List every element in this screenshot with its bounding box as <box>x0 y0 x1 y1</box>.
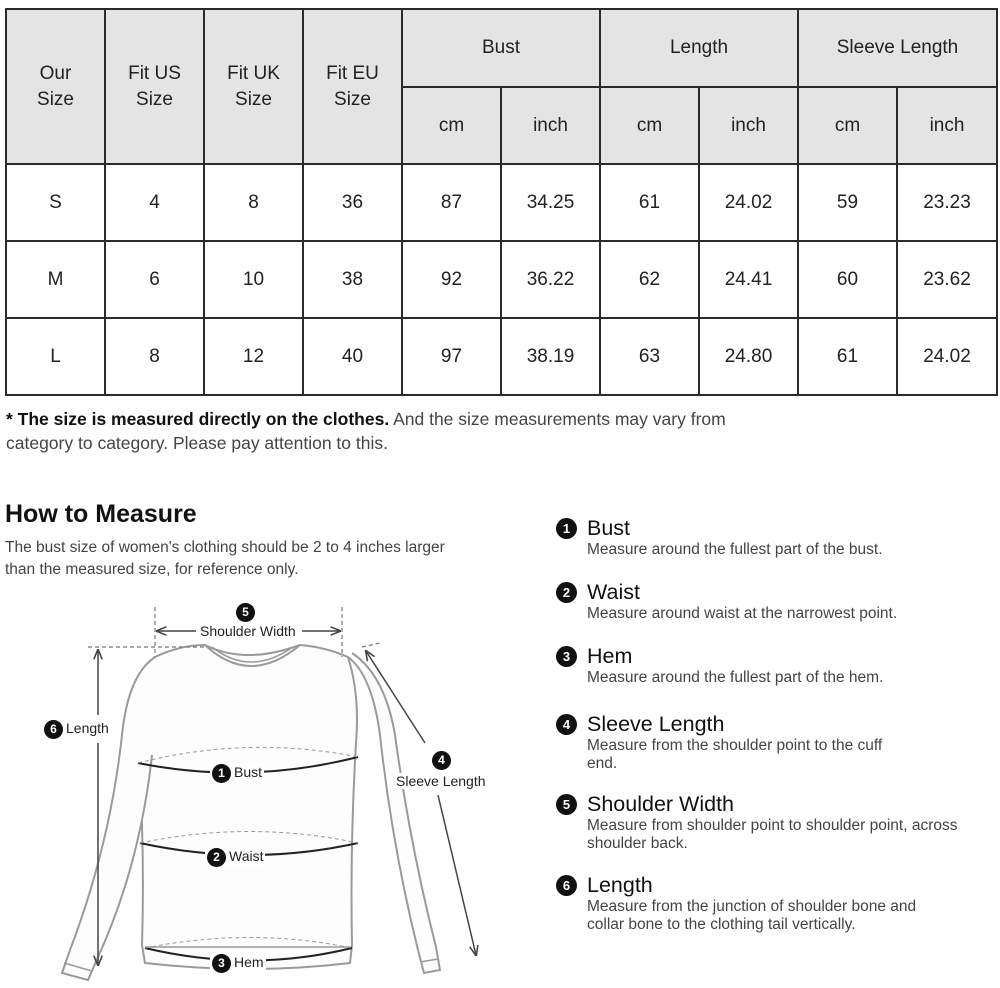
legend-item-hem <box>556 644 986 687</box>
table-row <box>6 241 997 318</box>
legend-desc: Measure from the shoulder point to the cuff end. <box>587 737 883 772</box>
cell-size: S <box>6 164 105 241</box>
header-length: Length <box>600 9 798 87</box>
cell-length-cm: 61 <box>600 164 699 241</box>
cell-us: 4 <box>105 164 204 241</box>
legend-title: Hem <box>587 644 633 668</box>
length-label: Length <box>66 720 109 737</box>
legend-item-bust <box>556 516 986 559</box>
legend-badge: 1 <box>556 518 577 539</box>
header-fit-eu: Fit EU Size <box>303 9 402 164</box>
header-sleeve-length: Sleeve Length <box>798 9 997 87</box>
legend-item-sleeve-length <box>556 712 986 773</box>
cell-uk: 12 <box>204 318 303 395</box>
cell-sleeve-cm: 61 <box>798 318 897 395</box>
cell-eu: 40 <box>303 318 402 395</box>
cell-length-inch: 24.80 <box>699 318 798 395</box>
legend-desc: Measure from shoulder point to shoulder point, across shoulder back. <box>587 817 958 852</box>
legend-title: Waist <box>587 580 640 604</box>
header-length-cm: cm <box>600 87 699 164</box>
legend-title: Bust <box>587 516 631 540</box>
cell-eu: 38 <box>303 241 402 318</box>
cell-sleeve-cm: 60 <box>798 241 897 318</box>
cell-uk: 10 <box>204 241 303 318</box>
cell-sleeve-inch: 23.62 <box>897 241 997 318</box>
cell-bust-cm: 97 <box>402 318 501 395</box>
header-bust: Bust <box>402 9 600 87</box>
table-row <box>6 318 997 395</box>
cell-length-inch: 24.02 <box>699 164 798 241</box>
legend-desc: Measure around the fullest part of the bust. <box>587 541 883 558</box>
size-chart-table <box>5 8 998 396</box>
header-bust-inch: inch <box>501 87 600 164</box>
legend-item-waist <box>556 580 986 623</box>
badge-4: 4 <box>432 751 451 770</box>
legend-badge: 6 <box>556 875 577 896</box>
bust-marker <box>210 764 264 783</box>
cell-us: 6 <box>105 241 204 318</box>
header-bust-cm: cm <box>402 87 501 164</box>
how-to-measure-title: How to Measure <box>5 500 197 528</box>
badge-2: 2 <box>207 848 226 867</box>
header-sleeve-inch: inch <box>897 87 997 164</box>
legend-badge: 5 <box>556 794 577 815</box>
hem-marker <box>210 954 266 973</box>
bust-label: Bust <box>234 764 263 781</box>
sweater-outline <box>0 595 510 988</box>
cell-us: 8 <box>105 318 204 395</box>
measurement-note <box>6 407 796 455</box>
legend-badge: 3 <box>556 646 577 667</box>
cell-sleeve-cm: 59 <box>798 164 897 241</box>
cell-length-inch: 24.41 <box>699 241 798 318</box>
waist-marker <box>205 848 265 867</box>
badge-6: 6 <box>44 720 63 739</box>
legend-desc: Measure around waist at the narrowest point. <box>587 605 898 622</box>
cell-bust-inch: 38.19 <box>501 318 600 395</box>
note-rest: And the size measurements may vary from category to category. Please pay attention to this. <box>6 409 726 453</box>
header-fit-us: Fit US Size <box>105 9 204 164</box>
legend-desc: Measure around the fullest part of the hem. <box>587 669 884 686</box>
shoulder-width-marker <box>236 603 258 622</box>
legend-title: Sleeve Length <box>587 712 725 736</box>
sleeve-length-label: Sleeve Length <box>396 773 486 789</box>
cell-eu: 36 <box>303 164 402 241</box>
shoulder-width-label: Shoulder Width <box>200 623 296 639</box>
sweater-diagram <box>0 595 510 988</box>
badge-3: 3 <box>212 954 231 973</box>
hem-label: Hem <box>234 954 264 971</box>
legend-title: Length <box>587 873 653 897</box>
badge-5: 5 <box>236 603 255 622</box>
cell-bust-inch: 34.25 <box>501 164 600 241</box>
header-length-inch: inch <box>699 87 798 164</box>
header-fit-uk: Fit UK Size <box>204 9 303 164</box>
legend-badge: 2 <box>556 582 577 603</box>
cell-sleeve-inch: 23.23 <box>897 164 997 241</box>
length-marker <box>44 720 109 739</box>
badge-1: 1 <box>212 764 231 783</box>
note-bold: * The size is measured directly on the clothes. <box>6 409 390 429</box>
cell-sleeve-inch: 24.02 <box>897 318 997 395</box>
cell-bust-cm: 87 <box>402 164 501 241</box>
how-to-measure-description: The bust size of women's clothing should be 2 to 4 inches larger than the measured size, for reference only. <box>5 539 445 578</box>
header-our-size: Our Size <box>6 9 105 164</box>
legend-title: Shoulder Width <box>587 792 734 816</box>
cell-size: L <box>6 318 105 395</box>
table-row <box>6 164 997 241</box>
legend-badge: 4 <box>556 714 577 735</box>
cell-bust-cm: 92 <box>402 241 501 318</box>
cell-length-cm: 62 <box>600 241 699 318</box>
waist-label: Waist <box>229 848 264 865</box>
cell-size: M <box>6 241 105 318</box>
cell-uk: 8 <box>204 164 303 241</box>
legend-item-shoulder-width <box>556 792 986 853</box>
legend-desc: Measure from the junction of shoulder bone and collar bone to the clothing tail vertically. <box>587 898 917 933</box>
cell-length-cm: 63 <box>600 318 699 395</box>
sleeve-length-marker <box>432 751 454 770</box>
cell-bust-inch: 36.22 <box>501 241 600 318</box>
header-sleeve-cm: cm <box>798 87 897 164</box>
legend-item-length <box>556 873 986 934</box>
